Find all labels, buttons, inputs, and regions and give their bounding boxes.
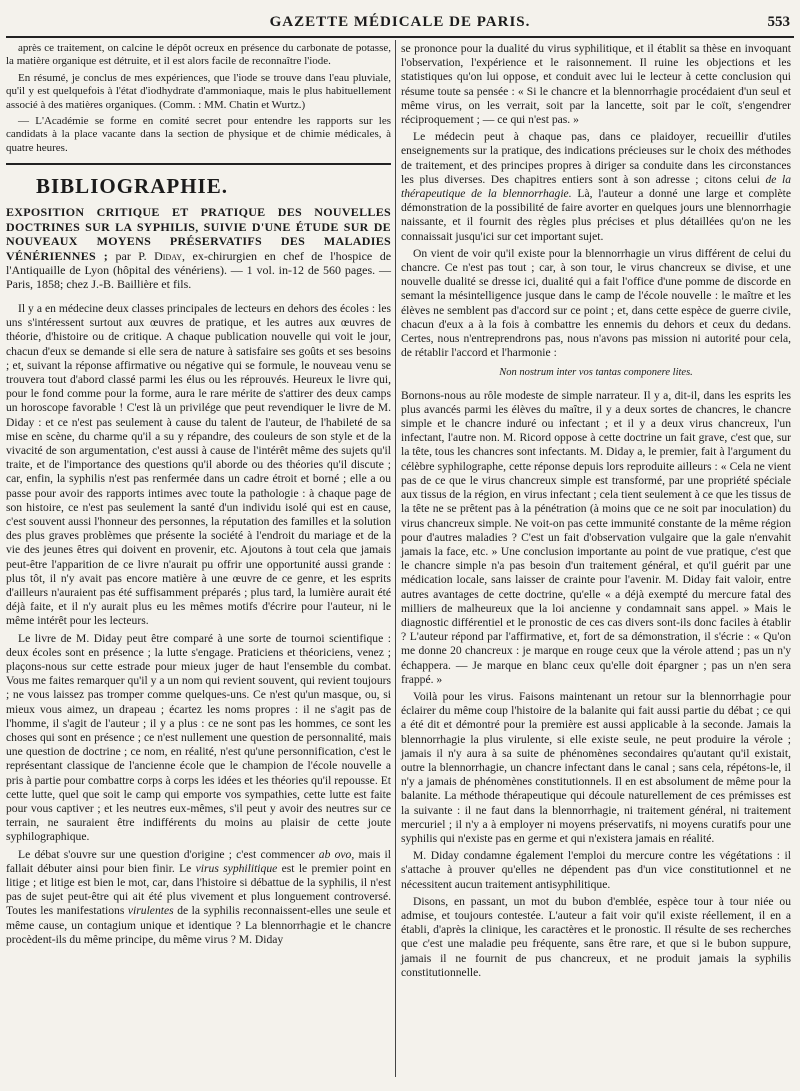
text-run: Le médecin peut à chaque pas, dans ce plaidoyer, recueillir d'utiles enseignements sur la pratique, des indications précieuses sur le choix des méthodes de traitement, et des principes propres à diriger sa conduite dans les circonstances les plus diverses. Des chapitres entiers sont à son adresse ; citons celui bbox=[401, 130, 791, 186]
paragraph bbox=[6, 848, 391, 947]
paragraph: — L'Académie se forme en comité secret pour entendre les rapports sur les candidats à la place vacante dans la section de physique et de chimie médicales, à quatre heures. bbox=[6, 115, 391, 154]
section-separator bbox=[6, 163, 391, 165]
column-divider bbox=[395, 40, 396, 1077]
paragraph: M. Diday condamne également l'emploi du mercure contre les végétations : il s'attache à prouver qu'elles ne dépendent pas d'un vice constitutionnel et ne nécessitent aucun traitement antisyphilitique. bbox=[401, 849, 791, 891]
paragraph bbox=[401, 130, 791, 244]
latin-motto: Non nostrum inter vos tantas componere lites. bbox=[499, 367, 693, 379]
italic-run: virulentes bbox=[127, 904, 174, 918]
paragraph: Disons, en passant, un mot du bubon d'emblée, espèce tour à tour niée ou admise, et toujours contestée. L'auteur a fait voir qu'il existe réellement, il en a établi, d'après la clinique, les caractères et le pronostic. Il résulte de ses recherches que c'est une maladie peu fréquente, sans être rare, et que si le bubon suppure, jamais il ne fournit de pus chancreux, et ne produit jamais la syphilis constitutionnelle. bbox=[401, 894, 791, 979]
paragraph: après ce traitement, on calcine le dépôt ocreux en présence du carbonate de potasse, la matière organique est détruite, et il est alors facile de reconnaître l'iode. bbox=[6, 42, 391, 68]
paragraph: Le livre de M. Diday peut être comparé à une sorte de tournoi scientifique : deux écoles sont en présence ; la lutte s'engage. Praticiens et théoriciens, venez ; plaçons-nous sur cette estrade pour mieux juger de haut l'ensemble du combat. Vous me faites remarquer qu'il y a un nom qui revient souvent, qui revient toujours ; ne vous laissez pas tromper comme quelques-uns. Ce n'est qu'un masque, ou, si mieux vous aimez, un drapeau ; écartez les noms propres : il ne s'agit pas de l'homme, il s'agit de l'auteur ; il y a plus : ce ne sont pas les hommes, ce sont les choses qui sont en présence ; ce n'est nullement une question de personnalité, mais une question de doctrine ; ce nom, en réalité, n'est qu'une personnification, c'est le représentant classique de l'ancienne école que le champion de l'école nouvelle a pris à partie pour combattre corps à corps les idées et les théories qu'il repousse. Et cette lutte, quel que soit le camp qui emporte vos sympathies, cette lutte est faite pour vous captiver ; et les neutres eux-mêmes, s'il peut y avoir des neutres sur ce terrain, ne sauraient être indifférents du moins au plaisir de cette joute syphilographique. bbox=[6, 631, 391, 844]
italic-run: virus syphilitique bbox=[195, 861, 278, 875]
paragraph: se prononce pour la dualité du virus syphilitique, et il établit sa thèse en invoquant l'observation, l'expérience et le raisonnement. Il ruine les objections et les statistiques qu'on lui oppose, et conduit avec lui le lecteur à cette conclusion qui résume toute sa pensée : « Si le chancre et la blennorrhagie procédaient d'un seul et même virus, on les verrait, soit par la lancette, soit par le coït, s'engendrer réciproquement ; — ce qui n'est pas. » bbox=[401, 42, 791, 127]
journal-title: GAZETTE MÉDICALE DE PARIS. bbox=[269, 14, 531, 30]
right-column bbox=[401, 42, 791, 983]
left-column bbox=[6, 42, 391, 950]
paragraph: Il y a en médecine deux classes principales de lecteurs en dehors des écoles : les uns s'intéressent surtout aux œuvres de pratique, et les autres aux œuvres de théorie, d'histoire ou de critique. A chaque publication nouvelle qui voit le jour, chacun d'eux se demande si elle sera de nature à satisfaire ses goûts et ses besoins ; et, suivant la réponse affirmative ou négative qui se formule, le nouveau venu se trouvera tout d'abord classé parmi les élus ou les réprouvés. Heureux le livre qui, pour le fond comme pour la forme, aura le rare mérite de s'attirer des deux camps un horoscope favorable ! C'est là un privilége que peut revendiquer le livre de M. Diday : et ce n'est pas seulement à cause du talent de l'auteur, de l'habileté de sa mise en scène, du charme qu'il a su y répandre, des couleurs de son style et de la vivacité de son argumentation, c'est aussi à cause de l'intérêt même des sujets qu'il traite, et de l'importance des questions qu'il aborde ou des théories qu'il discute ; car, enfin, la syphilis n'est pas renfermée dans un cadre étroit et borné ; elle a ou passe pour avoir des rapports intimes avec toute la pathologie : à chaque page de son histoire, ce n'est pas seulement la santé d'un individu isolé qui est en cause, c'est souvent aussi l'honneur des personnes, la réputation des familles et la solution des plus graves problèmes que présente la société à l'endroit du mariage et de la vie des jeunes êtres qui doivent en provenir, etc. Ajoutons à tout cela que jamais peut-être l'apparition de ce livre n'aurait pu offrir une opportunité aussi grande : plus tôt, il n'y avait pas encore matière à une œuvre de ce genre, et les esprits d'ailleurs n'auraient pas été suffisamment préparés ; plus tard, la lumière aurait été déjà faite, et il n'y aurait plus eu les mêmes motifs d'écrire pour l'auteur, ni le même intérêt pour les lecteurs. bbox=[6, 301, 391, 628]
text-run: mais il fallait débuter ainsi pour bien finir. Le bbox=[6, 847, 392, 875]
section-title: BIBLIOGRAPHIE. bbox=[36, 174, 228, 199]
review-publication: ex-chirurgien en chef de l'hospice de l'Antiquaille de Lyon (hôpital des vénériens). — 1 vol. in-12 de 560 pages. — Paris, 1858; chez J.-B. Baillière et fils. bbox=[6, 248, 392, 292]
review-title: EXPOSITION CRITIQUE ET PRATIQUE DES NOUVELLES DOCTRINES SUR LA SYPHILIS, SUIVIE D'UNE ÉTUDE SUR DE NOUVEAUX MOYENS PRÉSERVATIFS DES MALADIES VÉNÉRIENNES ; bbox=[6, 205, 391, 263]
italic-run: ab ovo, bbox=[318, 847, 355, 861]
paragraph: Bornons-nous au rôle modeste de simple narrateur. Il y a, dit-il, dans les esprits les plus avancés parmi les élèves du maître, il y a deux sortes de chancres, le chancre simple et le chancre induré ou infectant ; et il y a deux virus chancreux, l'un infectant, l'autre non. M. Ricord oppose à cette doctrine un fait grave, c'est que, sur la tête, tous les chancres sont infectants. M. Diday a, le premier, fait à l'argument du célèbre syphilographe, cette réponse depuis lors reproduite ailleurs : « Cela ne vient pas de ce que le virus chancreux simple est transformé, par une propriété spéciale aux tissus de la région, en virus infectant ; cela tient seulement à ce que les tissus de la tête ne se prêtent pas à la pénétration (à moins que ce ne soit par inoculation) du virus chancreux simple. Ne voit-on pas cette immunité constante de la même région pour d'autres maladies ? C'est un fait d'observation vulgaire que la gale n'envahit jamais la face, etc. » Une conclusion importante au point de vue pratique, c'est que le chancre simple n'a pas besoin d'un traitement général, et qu'il guérit par une médication locale, sans laisser de crainte pour l'avenir. M. Diday fait valoir, entre autres avantages de cette doctrine, qu'elle « a déjà exempté du mercure fatal des milliers de malheureux que la loi ancienne y condamnait sans appel. » Mais le diagnostic différentiel et le pronostic de ces cas divers sont-ils donc faciles à établir ? L'auteur répond par l'affirmative, et, fort de sa démonstration, il s'écrie : « Qu'on me donne 20 chancreux : je marque en rouge ceux que la vérole attend ; pas un n'y échappera. — Je marque en blanc ceux qu'elle doit épargner ; pas un n'en sera frappé. » bbox=[401, 388, 791, 686]
paragraph: En résumé, je conclus de mes expériences, que l'iode se trouve dans l'eau pluviale, qu'il y est quelquefois à l'état d'iodhydrate d'ammoniaque, mais le plus habituellement associé à des matières organiques. (Comm. : MM. Chatin et Wurtz.) bbox=[6, 71, 391, 111]
review-by: par P. bbox=[115, 248, 147, 263]
text-run: est le premier point en litige ; et litige est bien le mot, car, dans l'histoire si débattue de la syphilis, il n'est pas de sujet peut-être qui ait été plus vivement et plus longuement controversé. Toutes les manifestations bbox=[6, 861, 391, 918]
italic-run: de la thérapeutique de la blennorrhagie. bbox=[401, 172, 791, 201]
paragraph: Voilà pour les virus. Faisons maintenant un retour sur la blennorrhagie pour éclairer du même coup l'histoire de la balanite qui fait aussi partie du débat ; ce qui a été dit et démontré pour la première est aussi applicable à la seconde. Jamais la blennorrhagie la plus virulente, si elle existe seule, ne peut produire la vérole ; jamais il n'y aura à sa suite de phénomènes secondaires qu'autant qu'il existait, outre la blennorrhagie, un chancre infectant dans le canal ; sans cela, répétons-le, il n'y a jamais de phénomènes constitutionnels. Il en est absolument de même pour la balanite. La méthode thérapeutique qui découle naturellement de ces prémisses est la suivante : il ne faut dans la blennorrhagie, ni traitement général, ni traitement mercuriel ; il n'y a à employer ni moyens préservatifs, ni moyens curatifs pour une syphilis qui n'existe pas en germe et qui n'existera jamais en réalité. bbox=[401, 689, 791, 845]
text-run: de la syphilis reconnaissent-elles une seule et même cause, un contagium unique et identique ? La blennorrhagie et le chancre procèdent-ils du même principe, du même virus ? M. Diday bbox=[6, 904, 391, 946]
paragraph: On vient de voir qu'il existe pour la blennorrhagie un virus différent de celui du chancre. Ce n'est pas tout ; car, à son tour, le virus chancreux se divise, et une nouvelle dualité se dresse ici, dualité qui a fait l'office d'une pomme de discorde en semant la mésintelligence jusque dans le camp de l'école nouvelle : le maître et les élèves ne semblent pas d'accord sur ce point ; et, dans cette espèce de guerre civile, chacun d'eux a à la fois à combattre les ennemis du dehors et ceux du dedans. Certes, nous n'entreprendrons pas, nous n'avons pas mission ni autorité pour cela, de rétablir l'accord et l'harmonie : bbox=[401, 246, 791, 360]
text-run: Là, l'auteur a donné une large et complète démonstration de la possibilité de faire avorter en quelques jours une blennorrhagie naissante, et il fournit des règles plus précises et plus détaillées qu'on ne les connaissait jusqu'ici sur cet important sujet. bbox=[401, 187, 791, 243]
review-heading bbox=[6, 205, 391, 291]
page-header bbox=[0, 14, 800, 36]
header-rule bbox=[6, 36, 794, 38]
page-number: 553 bbox=[767, 14, 790, 30]
text-run: Le débat s'ouvre sur une question d'origine ; c'est commencer bbox=[18, 847, 315, 861]
review-author: Diday, bbox=[154, 248, 186, 263]
